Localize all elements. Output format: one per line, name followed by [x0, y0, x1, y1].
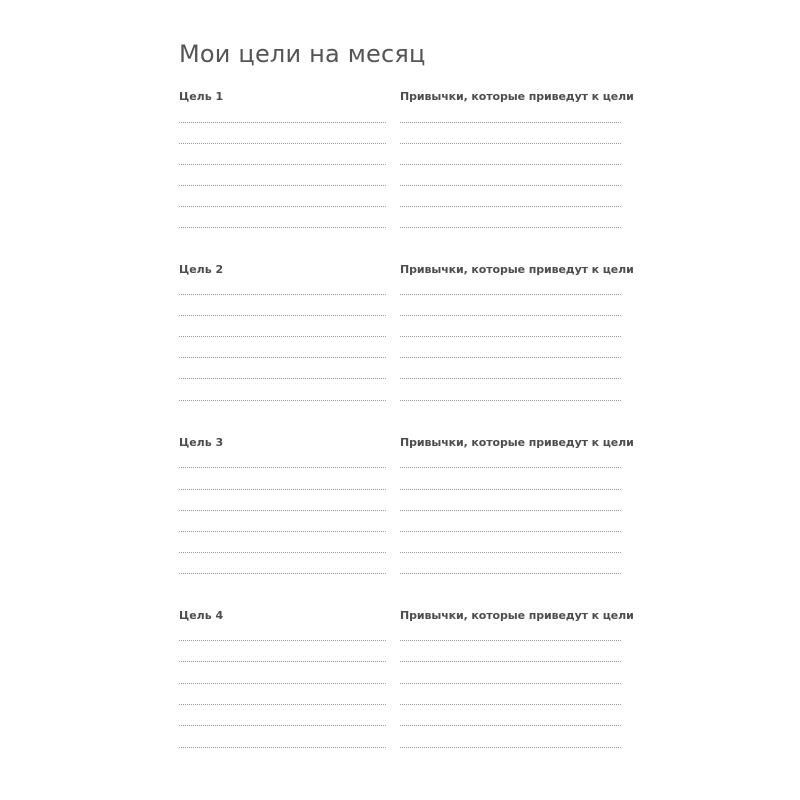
habit-write-line[interactable] — [400, 725, 621, 726]
habit-write-line[interactable] — [400, 400, 621, 401]
habit-write-line[interactable] — [400, 510, 621, 511]
page-title: Мои цели на месяц — [179, 40, 426, 68]
habit-write-line[interactable] — [400, 185, 621, 186]
habit-write-line[interactable] — [400, 315, 621, 316]
habit-write-line[interactable] — [400, 122, 621, 123]
habit-write-line[interactable] — [400, 143, 621, 144]
goal-write-line[interactable] — [179, 747, 386, 748]
habit-write-line[interactable] — [400, 747, 621, 748]
habits-label: Привычки, которые приведут к цели — [400, 90, 634, 103]
goal-write-line[interactable] — [179, 510, 386, 511]
habits-column — [400, 609, 634, 623]
habit-write-line[interactable] — [400, 573, 621, 574]
goal-section-3 — [179, 436, 634, 586]
goal-label: Цель 2 — [179, 263, 224, 276]
goal-write-line[interactable] — [179, 400, 386, 401]
habit-write-line[interactable] — [400, 206, 621, 207]
goal-label: Цель 4 — [179, 609, 224, 622]
habit-write-line[interactable] — [400, 357, 621, 358]
goal-write-line[interactable] — [179, 467, 386, 468]
habit-write-line[interactable] — [400, 467, 621, 468]
habit-write-line[interactable] — [400, 378, 621, 379]
goal-write-line[interactable] — [179, 704, 386, 705]
goal-write-line[interactable] — [179, 315, 386, 316]
habits-label: Привычки, которые приведут к цели — [400, 436, 634, 449]
goal-write-line[interactable] — [179, 378, 386, 379]
goal-section-2 — [179, 263, 634, 413]
goal-write-line[interactable] — [179, 357, 386, 358]
goal-column — [179, 609, 386, 623]
habit-write-line[interactable] — [400, 164, 621, 165]
goal-label: Цель 3 — [179, 436, 224, 449]
goal-write-line[interactable] — [179, 185, 386, 186]
goal-write-line[interactable] — [179, 336, 386, 337]
goal-write-line[interactable] — [179, 640, 386, 641]
habits-label: Привычки, которые приведут к цели — [400, 609, 634, 622]
goal-column — [179, 436, 386, 450]
goal-write-line[interactable] — [179, 122, 386, 123]
habit-write-line[interactable] — [400, 683, 621, 684]
goal-section-1 — [179, 90, 634, 240]
habits-label: Привычки, которые приведут к цели — [400, 263, 634, 276]
habit-write-line[interactable] — [400, 489, 621, 490]
goal-write-line[interactable] — [179, 573, 386, 574]
goal-write-line[interactable] — [179, 294, 386, 295]
habit-write-line[interactable] — [400, 661, 621, 662]
habit-write-line[interactable] — [400, 294, 621, 295]
goal-write-line[interactable] — [179, 489, 386, 490]
habit-write-line[interactable] — [400, 640, 621, 641]
habit-write-line[interactable] — [400, 552, 621, 553]
goal-column — [179, 90, 386, 104]
habit-write-line[interactable] — [400, 704, 621, 705]
goal-write-line[interactable] — [179, 661, 386, 662]
goal-column — [179, 263, 386, 277]
habits-column — [400, 436, 634, 450]
goal-label: Цель 1 — [179, 90, 224, 103]
habits-column — [400, 263, 634, 277]
goal-write-line[interactable] — [179, 725, 386, 726]
goal-write-line[interactable] — [179, 143, 386, 144]
goal-write-line[interactable] — [179, 227, 386, 228]
goal-write-line[interactable] — [179, 552, 386, 553]
habits-column — [400, 90, 634, 104]
habit-write-line[interactable] — [400, 531, 621, 532]
habit-write-line[interactable] — [400, 336, 621, 337]
goal-write-line[interactable] — [179, 206, 386, 207]
goal-write-line[interactable] — [179, 531, 386, 532]
goal-write-line[interactable] — [179, 164, 386, 165]
goal-write-line[interactable] — [179, 683, 386, 684]
goal-section-4 — [179, 609, 634, 759]
habit-write-line[interactable] — [400, 227, 621, 228]
